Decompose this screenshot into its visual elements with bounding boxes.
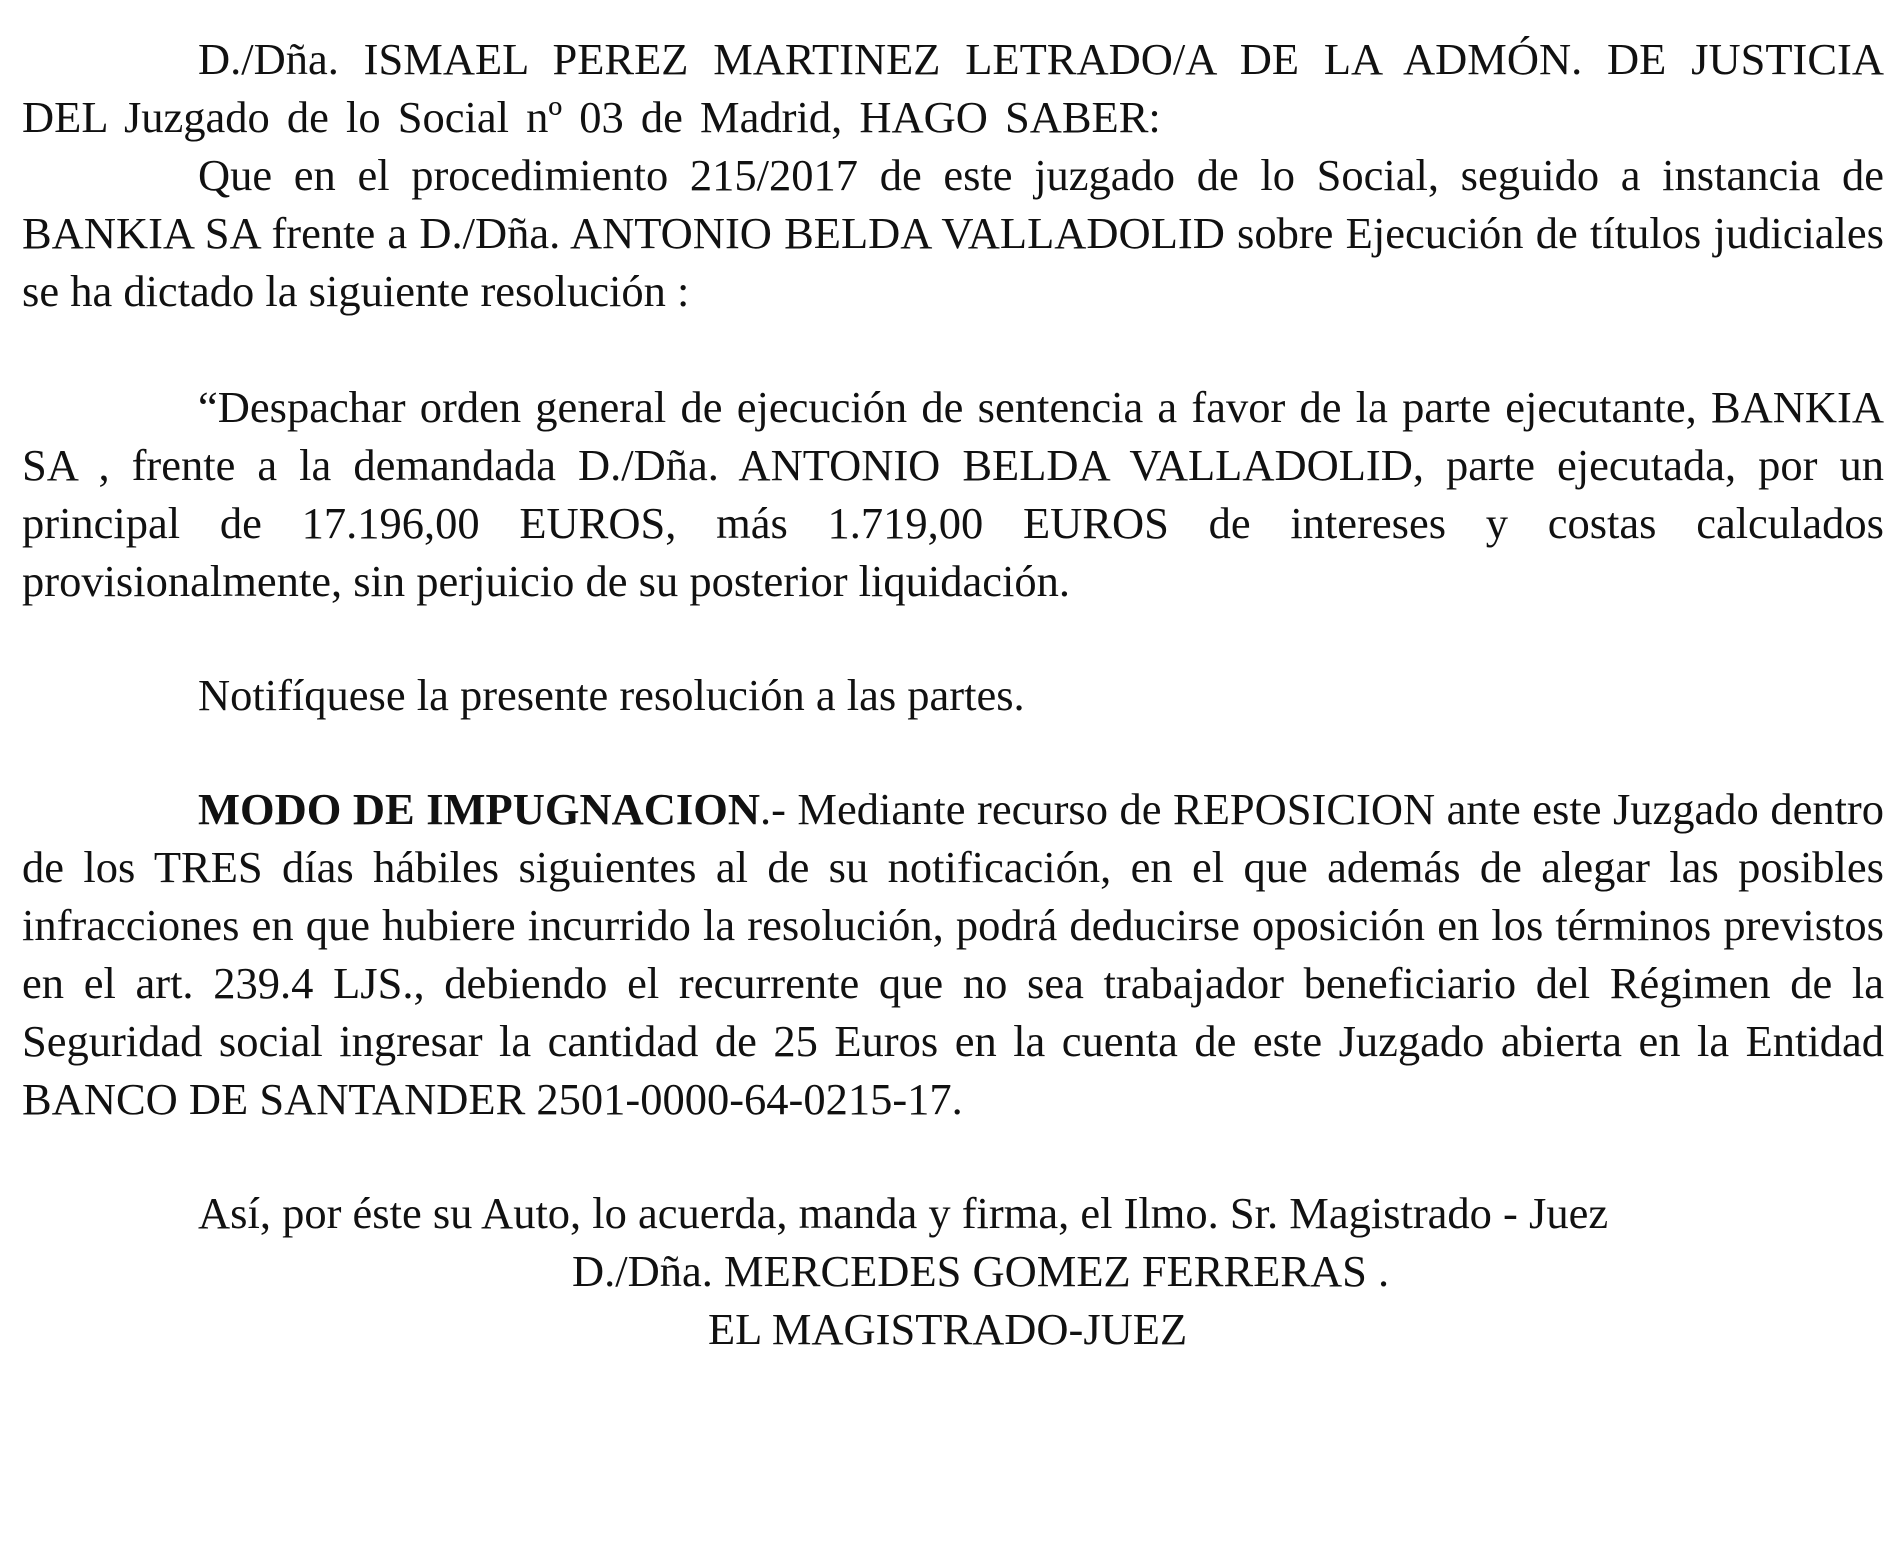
procedure-paragraph: Que en el procedimiento 215/2017 de este juzgado de lo Social, seguido a instancia de BANKIA SA frente a D./Dña. ANTONIO BELDA VALLADOLID sobre Ejecución de títulos judiciales se ha dictado la siguiente resolución : [22,150,1884,316]
impugnacion-paragraph [22,780,1884,1128]
signatory-name: D./Dña. MERCEDES GOMEZ FERRERAS . [572,1246,1390,1296]
impugnacion-text: .- Mediante recurso de REPOSICION ante este Juzgado dentro de los TRES días hábiles siguientes al de su notificación, en el que además de alegar las posibles infracciones en que hubiere incurrido la resolución, podrá deducirse oposición en los términos previstos en el art. 239.4 LJS., debiendo el recurrente que no sea trabajador beneficiario del Régimen de la Seguridad social ingresar la cantidad de 25 Euros en la cuenta de este Juzgado abierta en la Entidad BANCO DE SANTANDER 2501-0000-64-0215-17. [22,784,1884,1124]
closing-paragraph: Así, por éste su Auto, lo acuerda, manda y firma, el Ilmo. Sr. Magistrado - Juez [198,1188,1609,1238]
intro-paragraph: D./Dña. ISMAEL PEREZ MARTINEZ LETRADO/A DE LA ADMÓN. DE JUSTICIA DEL Juzgado de lo Social nº 03 de Madrid, HAGO SABER: [22,34,1884,142]
document-page [22,30,1884,1358]
notify-paragraph: Notifíquese la presente resolución a las partes. [198,670,1025,720]
impugnacion-heading: MODO DE IMPUGNACION [198,784,760,834]
resolution-paragraph: “Despachar orden general de ejecución de sentencia a favor de la parte ejecutante, BANKIA SA , frente a la demandada D./Dña. ANTONIO BELDA VALLADOLID, parte ejecutada, por un principal de 17.196,00 EUROS, más 1.719,00 EUROS de intereses y costas calculados provisionalmente, sin perjuicio de su posterior liquidación. [22,382,1884,606]
signatory-title: EL MAGISTRADO-JUEZ [708,1304,1188,1354]
